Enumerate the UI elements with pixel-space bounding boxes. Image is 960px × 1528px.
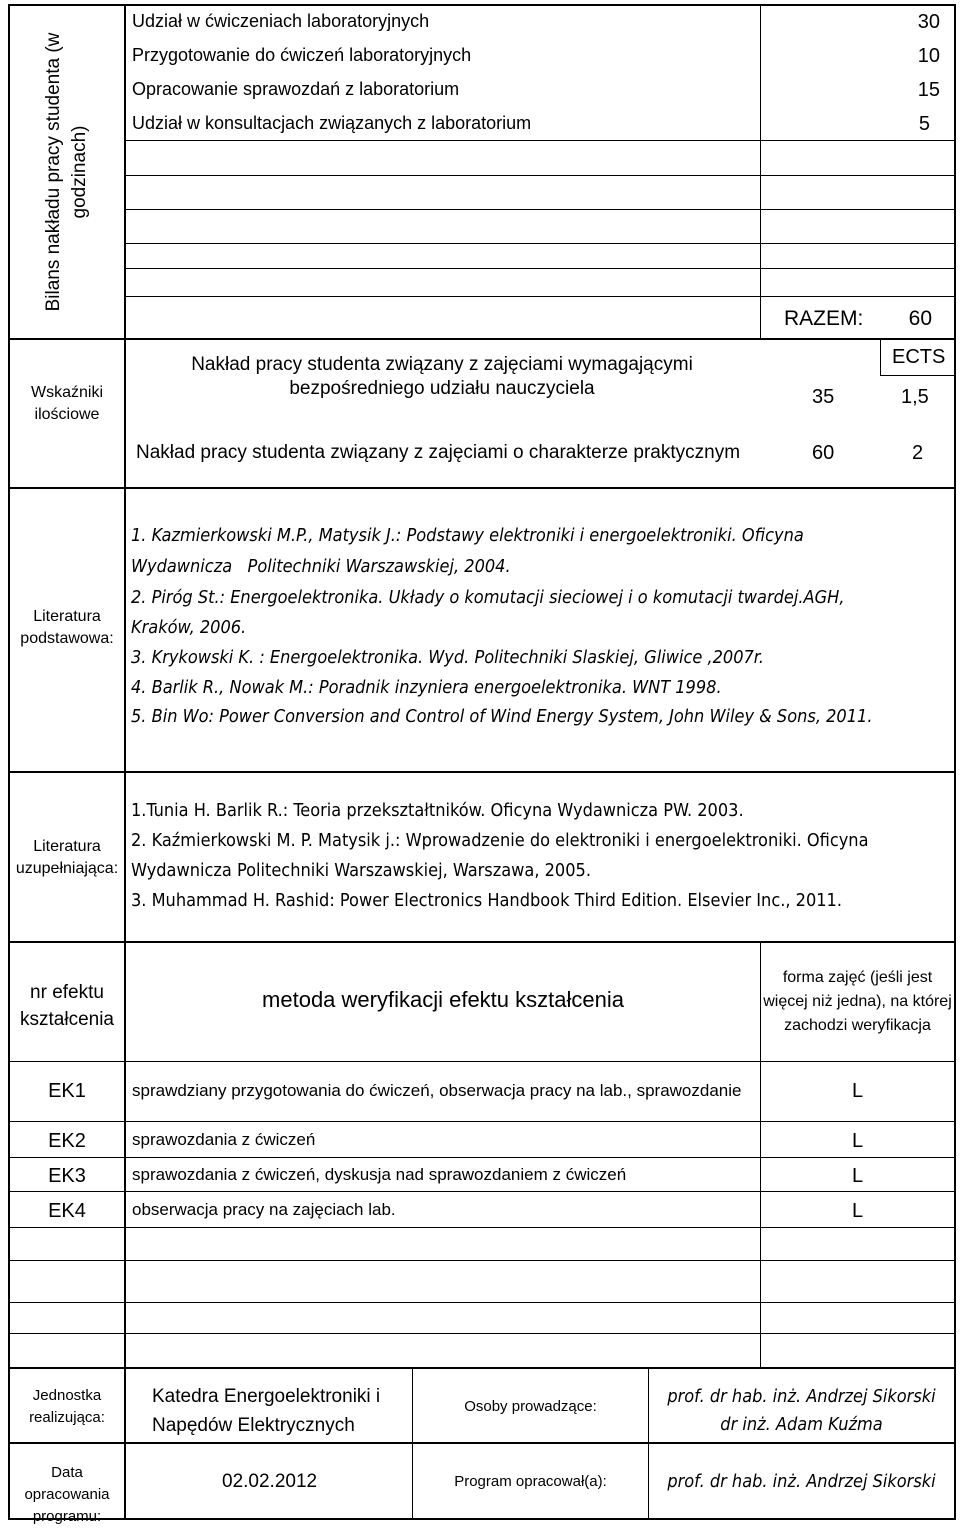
program-value: prof. dr hab. inż. Andrzej Sikorski bbox=[667, 1471, 936, 1492]
program-label: Program opracował(a): bbox=[454, 1473, 607, 1490]
weryfikacja-row-form: L bbox=[851, 1200, 864, 1222]
osoby-value-line1: prof. dr hab. inż. Andrzej Sikorski bbox=[667, 1386, 936, 1407]
weryfikacja-row-form: L bbox=[851, 1080, 864, 1102]
weryfikacja-row-form: L bbox=[851, 1165, 864, 1187]
wskazniki-row2-ects: 2 bbox=[912, 442, 924, 464]
osoby-value-line2: dr inż. Adam Kuźma bbox=[720, 1414, 883, 1435]
literatura-uzupelniajaca-line: Wydawnicza Politechniki Warszawskiej, Warszawa, 2005. bbox=[131, 860, 591, 881]
weryfikacja-row-ek: EK1 bbox=[48, 1080, 86, 1102]
osoby-value bbox=[649, 1383, 954, 1439]
weryfikacja-row-form: L bbox=[851, 1130, 864, 1152]
literatura-podstawowa-side-label bbox=[10, 606, 124, 650]
data-label bbox=[10, 1462, 124, 1528]
weryfikacja-row-method: sprawozdania z ćwiczeń, dyskusja nad sprawozdaniem z ćwiczeń bbox=[132, 1165, 627, 1184]
bilans-side-label-line1: Bilans nakładu pracy studenta (w bbox=[43, 32, 64, 312]
literatura-podstawowa-line: 5. Bin Wo: Power Conversion and Control of Wind Energy System, John Wiley & Sons, 2011. bbox=[131, 706, 873, 727]
literatura-podstawowa-line: 2. Piróg St.: Energoelektronika. Układy o komutacji sieciowej i o komutacji twardej.AGH, bbox=[131, 587, 845, 608]
bilans-row-value: 10 bbox=[917, 45, 940, 67]
weryfikacja-header-method: metoda weryfikacji efektu kształcenia bbox=[262, 987, 624, 1012]
literatura-uzupelniajaca-side-label bbox=[10, 836, 124, 880]
jednostka-label bbox=[10, 1385, 124, 1429]
weryfikacja-header-form-line2: więcej niż jedna), na której bbox=[763, 993, 952, 1010]
data-label-line1: Data opracowania bbox=[24, 1464, 110, 1503]
wskazniki-row1-label bbox=[126, 350, 758, 404]
wskazniki-row2-label: Nakład pracy studenta związany z zajęciami o charakterze praktycznym bbox=[136, 442, 741, 463]
wskazniki-row1-ects: 1,5 bbox=[901, 386, 929, 408]
weryfikacja-row-ek: EK2 bbox=[48, 1130, 86, 1152]
wskazniki-row1-line2: bezpośredniego udziału nauczyciela bbox=[289, 378, 595, 399]
jednostka-label-line1: Jednostka bbox=[32, 1387, 102, 1404]
bilans-row-value: 5 bbox=[918, 113, 930, 135]
literatura-podstawowa-side-line2: podstawowa: bbox=[20, 630, 114, 647]
jednostka-value-line1: Katedra Energoelektroniki i bbox=[152, 1386, 381, 1407]
wskazniki-row2-hours: 60 bbox=[812, 442, 835, 464]
weryfikacja-row-method: sprawozdania z ćwiczeń bbox=[132, 1130, 316, 1149]
wskazniki-row1-line1: Nakład pracy studenta związany z zajęciami wymagającymi bbox=[191, 354, 693, 375]
weryfikacja-header-ek-line1: nr efektu bbox=[30, 982, 104, 1003]
jednostka-value bbox=[152, 1382, 380, 1440]
bilans-row-label: Udział w ćwiczeniach laboratoryjnych bbox=[132, 11, 430, 31]
jednostka-value-line2: Napędów Elektrycznych bbox=[152, 1415, 355, 1436]
weryfikacja-row-method: sprawdziany przygotowania do ćwiczeń, obserwacja pracy na lab., sprawozdanie bbox=[132, 1081, 742, 1100]
wskazniki-row1-hours: 35 bbox=[812, 386, 835, 408]
bilans-row-label: Udział w konsultacjach związanych z laboratorium bbox=[132, 113, 532, 133]
literatura-uzupelniajaca-side-line2: uzupełniająca: bbox=[15, 860, 119, 877]
bilans-side-label-line2: godzinach) bbox=[69, 125, 90, 219]
weryfikacja-header-form-line3: zachodzi weryfikacja bbox=[784, 1017, 931, 1034]
bilans-row-label: Opracowanie sprawozdań z laboratorium bbox=[132, 79, 460, 99]
weryfikacja-row-ek: EK4 bbox=[48, 1200, 86, 1222]
literatura-podstawowa-line: Wydawnicza Politechniki Warszawskiej, 2004. bbox=[131, 556, 511, 577]
bilans-row-value: 30 bbox=[917, 11, 940, 33]
literatura-uzupelniajaca-line: 1.Tunia H. Barlik R.: Teoria przekształtników. Oficyna Wydawnicza PW. 2003. bbox=[131, 800, 744, 821]
weryfikacja-header-form-line1: forma zajęć (jeśli jest bbox=[782, 969, 933, 986]
osoby-label: Osoby prowadzące: bbox=[464, 1398, 597, 1415]
wskazniki-side-label bbox=[10, 382, 124, 426]
bilans-total-value: 60 bbox=[908, 307, 932, 330]
jednostka-label-line2: realizująca: bbox=[29, 1409, 105, 1426]
literatura-podstawowa-side-line1: Literatura bbox=[33, 608, 101, 625]
weryfikacja-row-method: obserwacja pracy na zajęciach lab. bbox=[132, 1200, 396, 1219]
bilans-row-label: Przygotowanie do ćwiczeń laboratoryjnych bbox=[132, 45, 472, 65]
literatura-podstawowa-line: 1. Kazmierkowski M.P., Matysik J.: Podstawy elektroniki i energoelektroniki. Oficyna bbox=[131, 525, 804, 546]
wskazniki-side-label-line1: Wskaźniki bbox=[30, 384, 103, 401]
literatura-podstawowa-line: 4. Barlik R., Nowak M.: Poradnik inzyniera energoelektronika. WNT 1998. bbox=[131, 677, 722, 698]
bilans-row-value: 15 bbox=[917, 79, 940, 101]
weryfikacja-row-ek: EK3 bbox=[48, 1165, 86, 1187]
literatura-podstawowa-line: 3. Krykowski K. : Energoelektronika. Wyd. Politechniki Slaskiej, Gliwice ,2007r. bbox=[131, 647, 764, 668]
literatura-uzupelniajaca-line: 2. Kaźmierkowski M. P. Matysik j.: Wprowadzenie do elektroniki i energoelektroniki. Oficyna bbox=[131, 830, 869, 851]
wskazniki-side-label-line2: ilościowe bbox=[34, 406, 100, 423]
data-label-line2: programu: bbox=[32, 1508, 102, 1525]
bilans-side-label bbox=[10, 6, 124, 338]
ects-header: ECTS bbox=[892, 346, 946, 368]
literatura-uzupelniajaca-line: 3. Muhammad H. Rashid: Power Electronics Handbook Third Edition. Elsevier Inc., 2011. bbox=[131, 890, 842, 911]
literatura-podstawowa-line: Kraków, 2006. bbox=[131, 617, 247, 638]
weryfikacja-header-ek bbox=[10, 979, 124, 1033]
weryfikacja-header-form bbox=[761, 966, 954, 1038]
data-value: 02.02.2012 bbox=[222, 1471, 318, 1492]
literatura-uzupelniajaca-side-line1: Literatura bbox=[33, 838, 101, 855]
weryfikacja-header-ek-line2: kształcenia bbox=[20, 1009, 114, 1030]
bilans-total-label: RAZEM: bbox=[784, 307, 864, 330]
